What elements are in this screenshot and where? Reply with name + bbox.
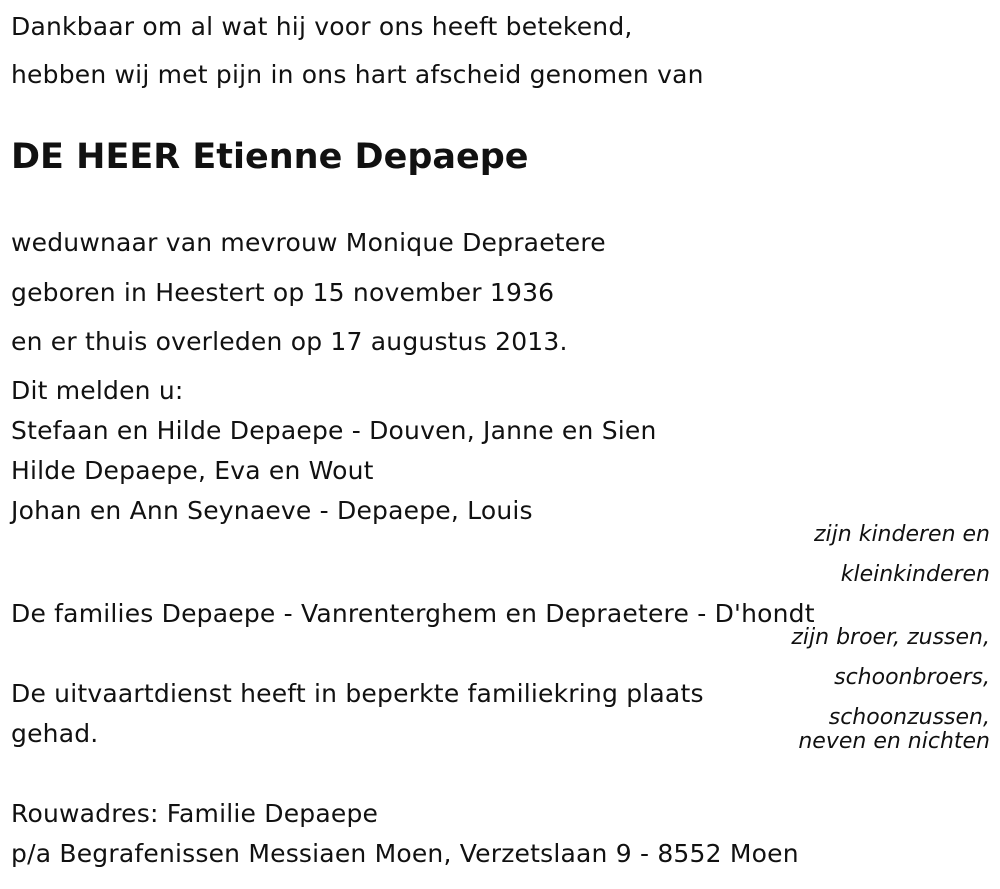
families-relation-line-3: schoonzussen, [828,705,990,730]
service-line-2: gehad. [11,719,99,748]
death-line: en er thuis overleden op 17 augustus 2013. [11,327,568,356]
families-relation-line-1: zijn broer, zussen, [791,625,990,650]
birth-line: geboren in Heestert op 15 november 1936 [11,278,555,307]
announcer-line-3: Johan en Ann Seynaeve - Depaepe, Louis [11,496,533,525]
families-line: De families Depaepe - Vanrenterghem en Depraetere - D'hondt [11,599,815,628]
intro-line-1: Dankbaar om al wat hij voor ons heeft betekend, [11,12,633,41]
families-relation-line-4: neven en nichten [798,729,990,754]
deceased-name: DE HEER Etienne Depaepe [11,137,529,177]
service-line-1: De uitvaartdienst heeft in beperkte familiekring plaats [11,679,704,708]
widower-line: weduwnaar van mevrouw Monique Depraetere [11,228,606,257]
announcer-line-1: Stefaan en Hilde Depaepe - Douven, Janne en Sien [11,416,657,445]
address-line-2: p/a Begrafenissen Messiaen Moen, Verzetslaan 9 - 8552 Moen [11,839,799,868]
children-relation-line-2: kleinkinderen [840,562,990,587]
families-relation-line-2: schoonbroers, [834,665,990,690]
children-relation-line-1: zijn kinderen en [814,522,990,547]
address-line-1: Rouwadres: Familie Depaepe [11,799,379,828]
announcers-heading: Dit melden u: [11,376,184,405]
announcer-line-2: Hilde Depaepe, Eva en Wout [11,456,374,485]
intro-line-2: hebben wij met pijn in ons hart afscheid genomen van [11,60,704,89]
